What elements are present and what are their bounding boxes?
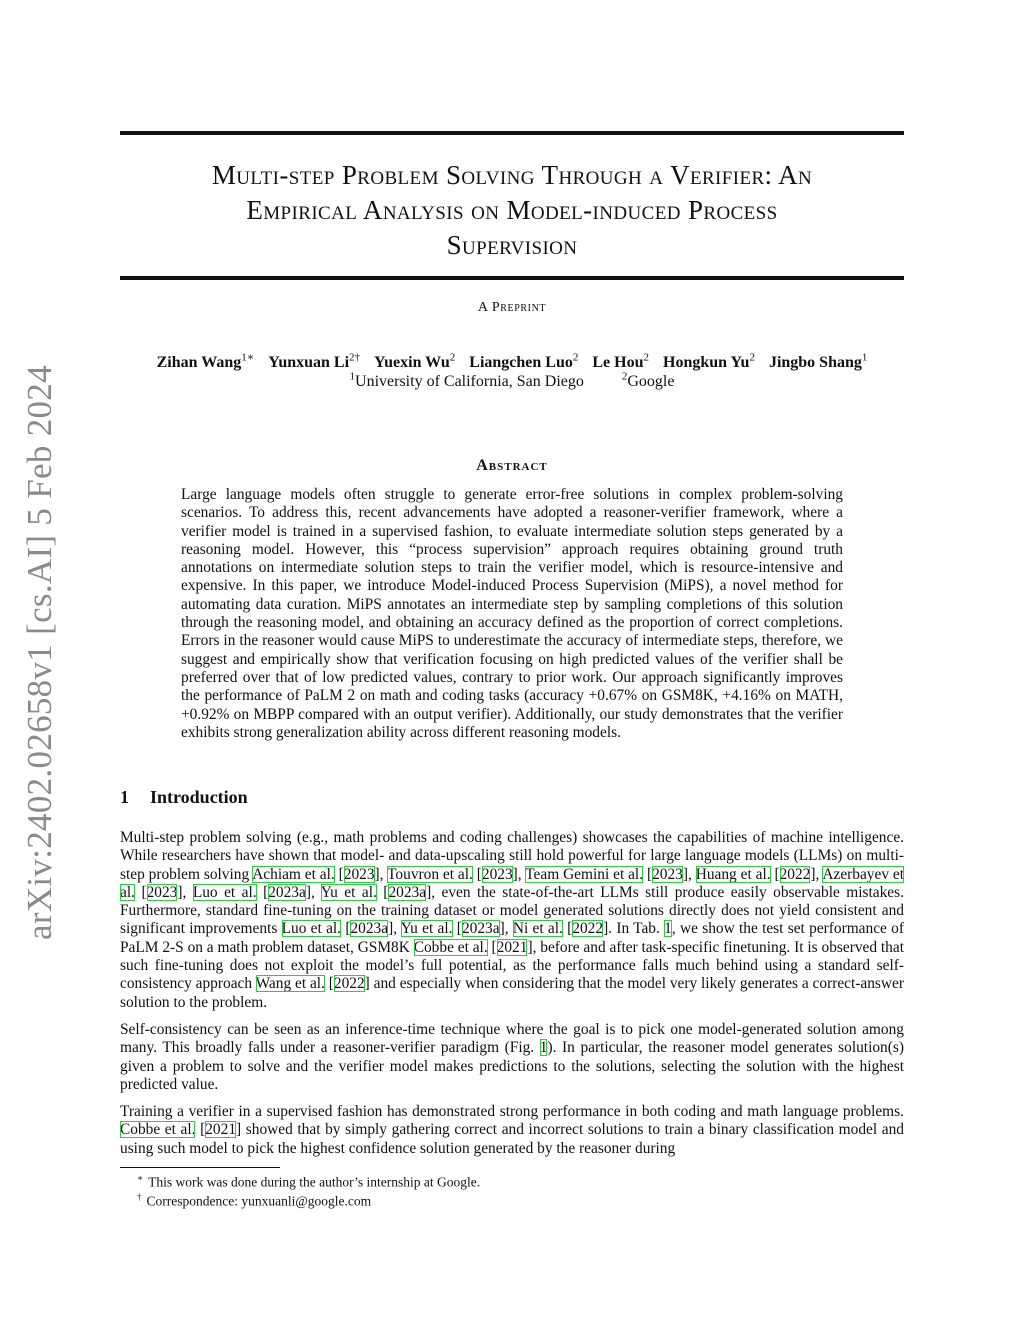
title-line-3: Supervision [446, 230, 578, 260]
affiliation: $^2$Google [621, 371, 675, 391]
table-ref-link[interactable]: 1 [664, 920, 672, 938]
citation-link[interactable]: 2023a [268, 883, 306, 901]
author-list [120, 351, 904, 372]
title-top-rule [120, 131, 904, 135]
author: Liangchen Luo$^2$ [469, 352, 579, 372]
author: Zihan Wang$^{1∗}$ [156, 352, 255, 372]
citation-link[interactable]: Ni et al. [512, 920, 563, 938]
citation-link[interactable]: 2023 [481, 865, 513, 883]
arxiv-side-stamp: arXiv:2402.02658v1 [cs.AI] 5 Feb 2024 [20, 365, 59, 940]
citation-link[interactable]: Cobbe et al. [413, 938, 488, 956]
author: Hongkun Yu$^2$ [663, 352, 755, 372]
citation-link[interactable]: Touvron et al. [387, 865, 473, 883]
section-number: 1 [120, 787, 129, 807]
author: Yuexin Wu$^2$ [374, 352, 456, 372]
title-line-1: Multi-step Problem Solving Through a Verifier: An [211, 160, 813, 190]
citation-link[interactable]: Team Gemini et al. [525, 865, 644, 883]
citation-link[interactable]: 2021 [496, 938, 528, 956]
affiliation-list [120, 371, 904, 391]
abstract-text: Large language models often struggle to generate error-free solutions in complex problem-solving scenarios. To address this, recent advancements have adopted a reasoner-verifier framework, where a verifier model is trained in a supervised fashion, to evaluate intermediate solution steps generated by a reasoning model. However, this “process supervision” approach requires obtaining ground truth annotations on intermediate solution steps to train the verifier model, which is resource-intensive and expensive. In this paper, we introduce Model-induced Process Supervision (MiPS), a novel method for automating data curation. MiPS annotates an intermediate step by sampling completions of this solution through the reasoning model, and obtaining an accuracy defined as the proportion of correct completions. Errors in the reasoner would cause MiPS to underestimate the accuracy of intermediate steps, therefore, we suggest and empirically show that verification focusing on high predicted values of the verifier shall be preferred over that of low predicted values, contrary to prior work. Our approach significantly improves the performance of PaLM 2 on math and coding tasks (accuracy +0.67% on GSM8K, +4.16% on MATH, +0.92% on MBPP compared with an output verifier). Additionally, our study demonstrates that the verifier exhibits strong generalization ability across different reasoning models. [181, 486, 843, 741]
citation-link[interactable]: Luo et al. [192, 883, 257, 901]
title-bottom-rule [120, 276, 904, 280]
body-text [120, 829, 904, 1167]
citation-link[interactable]: 2023 [146, 883, 178, 901]
citation-link[interactable]: Azerbayev et al. [120, 865, 905, 901]
section-heading [120, 787, 248, 808]
paragraph: Training a verifier in a supervised fashion has demonstrated strong performance in both coding and math language problems. Cobbe et al. [2021] showed that by simply gathering correct and incorrect solutions to train a binary classification model and using such model to pick the highest confidence solution generated by the reasoner during [120, 1103, 904, 1157]
citation-link[interactable]: 2023a [388, 883, 427, 901]
citation-link[interactable]: 2022 [572, 920, 604, 938]
paper-title [120, 158, 904, 263]
citation-link[interactable]: Yu et al. [400, 920, 453, 938]
footnote-rule [120, 1167, 280, 1168]
citation-link[interactable]: Achiam et al. [252, 865, 335, 883]
figure-ref-link[interactable]: 1 [539, 1039, 548, 1057]
title-line-2: Empirical Analysis on Model-induced Process [246, 195, 778, 225]
citation-link[interactable]: Yu et al. [320, 883, 377, 901]
citation-link[interactable]: 2023a [350, 920, 389, 938]
citation-link[interactable]: Wang et al. [255, 975, 325, 993]
citation-link[interactable]: Luo et al. [281, 920, 342, 938]
paragraph: Multi-step problem solving (e.g., math problems and coding challenges) showcases the capabilities of machine intelligence. While researchers have shown that model- and data-upscaling still hold powerful for large language models (LLMs) on multi-step problem solving Achiam et al. [2023], Touvron et al. [2023], Team Gemini et al. [2023], Huang et al. [2022], Azerbayev et al. [2023], Luo et al. [2023a], Yu et al. [2023a], even the state-of-the-art LLMs still produce easily observable mistakes. Furthermore, standard fine-tuning on the training dataset or model generated solutions directly does not yield consistent and significant improvements Luo et al. [2023a], Yu et al. [2023a], Ni et al. [2022]. In Tab. 1, we show the test set performance of PaLM 2-S on a math problem dataset, GSM8K Cobbe et al. [2021], before and after task-specific finetuning. It is observed that such fine-tuning does not exploit the model’s full potential, as the performance falls much behind using a standard self-consistency approach Wang et al. [2022] and especially when considering that the model very likely generates a correct-answer solution to the problem. [120, 829, 905, 1011]
footnote: ∗ This work was done during the author’s internship at Google. [137, 1173, 481, 1190]
citation-link[interactable]: Cobbe et al. [120, 1121, 196, 1139]
citation-link[interactable]: 2021 [205, 1121, 237, 1139]
citation-link[interactable]: 2023 [343, 865, 375, 883]
affiliation: $^1$University of California, San Diego [349, 371, 584, 391]
paragraph: Self-consistency can be seen as an inference-time technique where the goal is to pick one model-generated solution among many. This broadly falls under a reasoner-verifier paradigm (Fig. 1). In particular, the reasoner model generates solution(s) given a problem to solve and the verifier model makes predictions to the solutions, selecting the solution with the highest predicted value. [120, 1020, 904, 1093]
citation-link[interactable]: Huang et al. [695, 865, 771, 883]
author: Yunxuan $Li^{2\dagger}$ [268, 352, 361, 372]
author: Jingbo Shang$^1$ [768, 352, 868, 372]
citation-link[interactable]: 2022 [779, 865, 811, 883]
section-title: Introduction [150, 787, 248, 807]
preprint-label: A Preprint [477, 300, 547, 315]
abstract-heading: Abstract [476, 457, 548, 474]
citation-link[interactable]: 2022 [333, 975, 365, 993]
footnote: † Correspondence: yunxuanli@google.com [137, 1192, 372, 1209]
author: Le Hou$^2$ [592, 352, 649, 372]
citation-link[interactable]: 2023 [652, 865, 683, 883]
citation-link[interactable]: 2023a [461, 920, 500, 938]
